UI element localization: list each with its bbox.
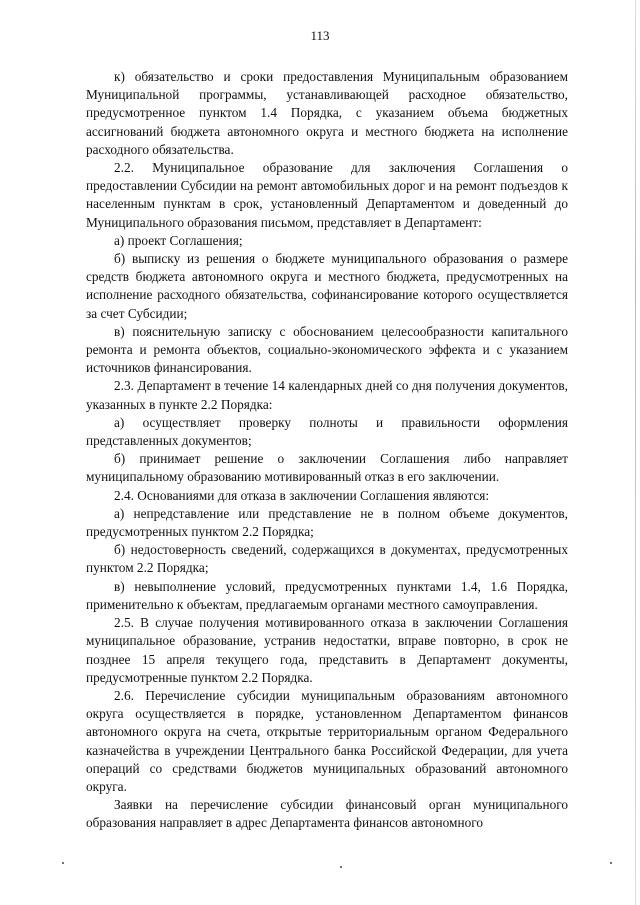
paragraph-2-5: 2.5. В случае получения мотивированного отказа в заключении Соглашения муниципальное образование, устранив недостатки, вправе повторно, в срок не позднее 15 апреля текущего года, представить в Департамент документы, предусмотренные пунктом 2.2 Порядка.	[86, 615, 568, 685]
scan-edge	[635, 0, 636, 905]
list-item-v: в) невыполнение условий, предусмотренных пунктами 1.4, 1.6 Порядка, применительно к объектам, предлагаемым органами местного самоуправления.	[86, 578, 568, 612]
list-item-b: б) принимает решение о заключении Соглашения либо направляет муниципальному образованию мотивированный отказ в его заключении.	[86, 451, 568, 485]
paragraph-requests: Заявки на перечисление субсидии финансовый орган муниципального образования направляет в адрес Департамента финансов автономного	[86, 797, 568, 831]
paragraph-2-2: 2.2. Муниципальное образование для заключения Соглашения о предоставлении Субсидии на ремонт автомобильных дорог и на ремонт подъездов к населенным пунктам в срок, установленный Департаментом и доведенный до Муниципального образования письмом, представляет в Департамент:	[86, 160, 568, 230]
list-item-a: а) проект Соглашения;	[114, 232, 243, 248]
scan-speck	[610, 862, 612, 864]
list-item-a: а) осуществляет проверку полноты и правильности оформления представленных документов;	[86, 414, 568, 449]
paragraph-2-3: 2.3. Департамент в течение 14 календарных дней со дня получения документов, указанных в пункте 2.2 Порядка:	[86, 378, 568, 412]
document-body	[86, 68, 568, 833]
scan-speck	[62, 862, 64, 864]
list-item-b: б) выписку из решения о бюджете муниципального образования о размере средств бюджета автономного округа и местного бюджета, предусмотренных на исполнение расходного обязательства, софинансирование которого осуществляется за счет Субсидии;	[86, 251, 568, 321]
list-item-b: б) недостоверность сведений, содержащихся в документах, предусмотренных пунктом 2.2 Порядка;	[86, 542, 568, 576]
page-number: 113	[310, 28, 330, 43]
list-item-v: в) пояснительную записку с обоснованием целесообразности капитального ремонта и ремонта объектов, социально-экономического эффекта и с указанием источников финансирования.	[86, 323, 568, 376]
list-item-a: а) непредставление или представление не в полном объеме документов, предусмотренных пунктом 2.2 Порядка;	[86, 505, 568, 540]
paragraph-k: к) обязательство и сроки предоставления Муниципальным образованием Муниципальной программы, устанавливающей расходное обязательство, предусмотренное пунктом 1.4 Порядка, с указанием объема бюджетных ассигнований бюджета автономного округа и местного бюджета на исполнение расходного обязательства.	[86, 69, 568, 157]
scan-speck	[340, 866, 342, 868]
paragraph-2-4: 2.4. Основаниями для отказа в заключении Соглашения являются:	[114, 487, 490, 503]
paragraph-2-6: 2.6. Перечисление субсидии муниципальным образованиям автономного округа осуществляется в порядке, установленном Департаментом финансов автономного округа на счета, открытые территориальным органом Федерального казначейства в учреждении Центрального банка Российской Федерации, для учета операций со средствами бюджетов муниципальных образований автономного округа.	[86, 687, 568, 794]
